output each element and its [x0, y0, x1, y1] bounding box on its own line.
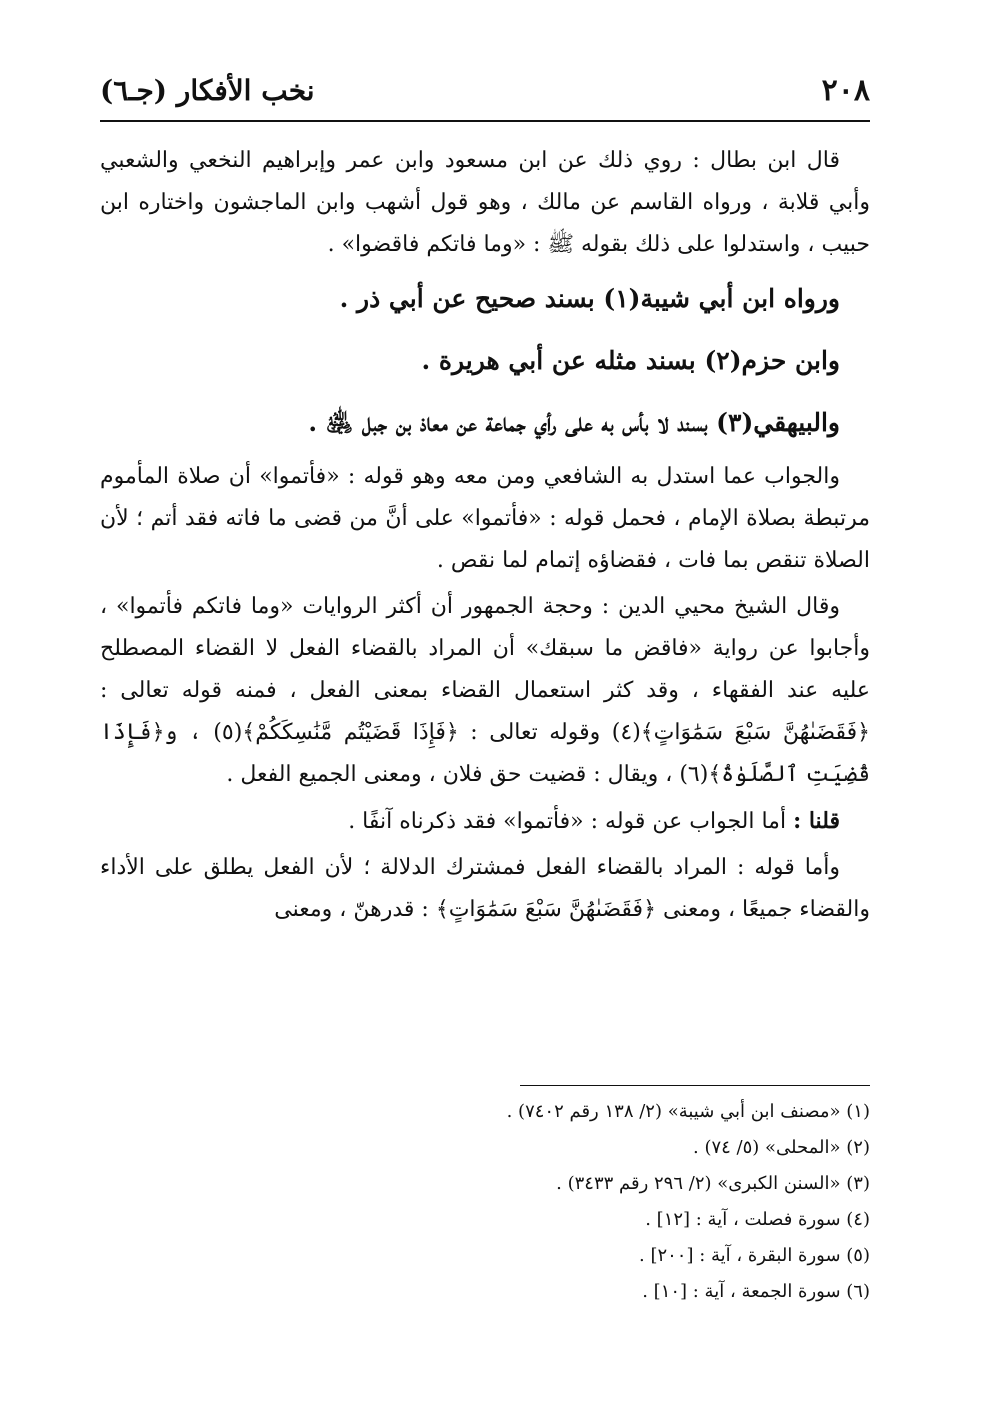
- paragraph-last: وأما قوله : المراد بالقضاء الفعل فمشترك الدلالة ؛ لأن الفعل يطلق على الأداء والقضاء جميعًا ، ومعنى ﴿فَقَضَىٰهُنَّ سَبْعَ سَمَٰوَاتٍ﴾ : قدرهنّ ، ومعنى: [100, 855, 870, 922]
- header-divider: [100, 120, 870, 122]
- footnote-4: (٤) سورة فصلت ، آية : [١٢] .: [645, 1209, 870, 1230]
- qulna-text: أما الجواب عن قوله : «فأتموا» فقد ذكرناه آنفًا .: [348, 809, 787, 834]
- paragraph-qulna: [100, 800, 870, 843]
- bold-line-ibn-abi-shayba: ورواه ابن أبي شيبة(١) بسند صحيح عن أبي ذر .: [339, 284, 840, 313]
- bold-line-bayhaqi: والبيهقي(٣) بسند لا بأس به على رأي جماعة عن معاذ بن جبل ﵁ .: [308, 408, 840, 437]
- book-title: نخب الأفكار (جـ٦): [100, 73, 315, 107]
- qulna-label: قلنا :: [793, 808, 840, 834]
- footnotes: [100, 1094, 870, 1310]
- footnote-1: (١) «مصنف ابن أبي شيبة» (٢/ ١٣٨ رقم ٧٤٠٢) .: [506, 1101, 870, 1122]
- main-text: [100, 140, 870, 931]
- footnote-divider: [520, 1085, 870, 1086]
- paragraph-answer: والجواب عما استدل به الشافعي ومن معه وهو قوله : «فأتموا» أن صلاة المأموم مرتبطة بصلاة الإمام ، فحمل قوله : «فأتموا» على أنَّ من قضى ما فاته فقد أتم ؛ لأن الصلاة تنقص بما فات ، فقضاؤه إتمام لما نقص .: [100, 464, 870, 573]
- footnote-2: (٢) «المحلى» (٥/ ٧٤) .: [693, 1137, 870, 1158]
- footnote-3: (٣) «السنن الكبرى» (٢/ ٢٩٦ رقم ٣٤٣٣) .: [556, 1173, 870, 1194]
- paragraph-muhyi-al-din: وقال الشيخ محيي الدين : وحجة الجمهور أن أكثر الروايات «وما فاتكم فأتموا» ، وأجابوا عن رواية «فاقض ما سبقك» أن المراد بالقضاء الفعل لا القضاء المصطلح عليه عند الفقهاء ، وقد كثر استعمال القضاء بمعنى الفعل ، فمنه قوله تعالى : ﴿فَقَضَىٰهُنَّ سَبْعَ سَمَٰوَاتٍ﴾(٤) وقوله تعالى : ﴿فَإِذَا قَضَيْتُم مَّنَٰسِكَكُمْ﴾(٥) ، و﴿فَإِذَا قُضِيَتِ ٱلصَّلَوٰةُ﴾(٦) ، ويقال : قضيت حق فلان ، ومعنى الجميع الفعل .: [100, 594, 871, 787]
- footnote-6: (٦) سورة الجمعة ، آية : [١٠] .: [642, 1281, 870, 1302]
- running-header: [100, 68, 870, 112]
- page-number: ٢٠٨: [821, 72, 870, 108]
- footnote-5: (٥) سورة البقرة ، آية : [٢٠٠] .: [639, 1245, 870, 1266]
- paragraph-ibn-battal: قال ابن بطال : روي ذلك عن ابن مسعود وابن عمر وإبراهيم النخعي والشعبي وأبي قلابة ، ورواه القاسم عن مالك ، وهو قول أشهب وابن الماجشون واختاره ابن حبيب ، واستدلوا على ذلك بقوله ﷺ : «وما فاتكم فاقضوا» .: [100, 148, 870, 257]
- bold-line-ibn-hazm: وابن حزم(٢) بسند مثله عن أبي هريرة .: [421, 346, 840, 375]
